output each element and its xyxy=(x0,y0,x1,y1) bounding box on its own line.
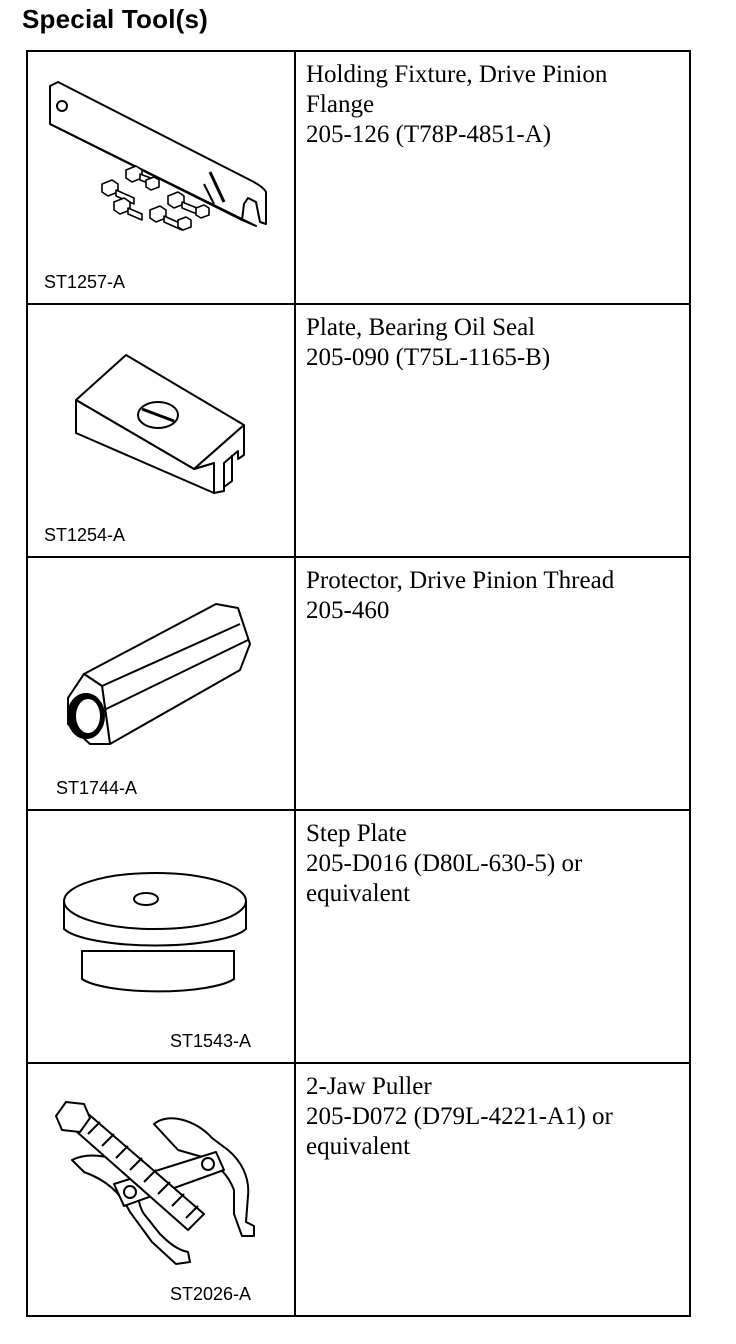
tool-name-line: Plate, Bearing Oil Seal xyxy=(306,314,536,341)
holding-fixture-icon xyxy=(28,52,294,303)
tool-code: ST1254-A xyxy=(44,525,126,545)
tool-name-line: Protector, Drive Pinion Thread xyxy=(306,567,615,594)
tool-number-line: equivalent xyxy=(306,1133,411,1160)
tool-illustration-cell xyxy=(27,51,295,304)
tool-description xyxy=(295,1063,690,1316)
tool-name-line: Flange xyxy=(306,91,375,118)
tool-illustration-cell xyxy=(27,810,295,1063)
tool-row xyxy=(27,557,690,810)
tool-description xyxy=(295,51,690,304)
tool-number-line: 205-D016 (D80L-630-5) or xyxy=(306,850,583,877)
tool-row xyxy=(27,1063,690,1316)
tool-number-line: equivalent xyxy=(306,880,411,907)
tool-description xyxy=(295,810,690,1063)
special-tools-table xyxy=(26,50,691,1317)
tool-row xyxy=(27,304,690,557)
tool-code: ST1744-A xyxy=(56,778,138,798)
tool-illustration-cell xyxy=(27,304,295,557)
tool-number-line: 205-090 (T75L-1165-B) xyxy=(306,344,551,371)
tool-illustration-cell xyxy=(27,557,295,810)
bearing-plate-icon xyxy=(28,305,294,556)
tool-name-line: Holding Fixture, Drive Pinion xyxy=(306,61,608,88)
tool-name-line: Step Plate xyxy=(306,820,407,847)
thread-protector-icon xyxy=(28,558,294,809)
tool-description xyxy=(295,557,690,810)
tool-number-line: 205-126 (T78P-4851-A) xyxy=(306,121,552,148)
page-title: Special Tool(s) xyxy=(22,4,208,34)
tool-illustration-cell xyxy=(27,1063,295,1316)
jaw-puller-icon xyxy=(28,1064,294,1315)
tool-number-line: 205-460 xyxy=(306,597,390,624)
tool-code: ST2026-A xyxy=(170,1284,252,1304)
tool-code: ST1543-A xyxy=(170,1031,252,1051)
tool-name-line: 2-Jaw Puller xyxy=(306,1073,432,1100)
tool-code: ST1257-A xyxy=(44,272,126,292)
tool-row xyxy=(27,51,690,304)
tool-description xyxy=(295,304,690,557)
step-plate-icon xyxy=(28,811,294,1062)
tool-row xyxy=(27,810,690,1063)
tool-number-line: 205-D072 (D79L-4221-A1) or xyxy=(306,1103,613,1130)
